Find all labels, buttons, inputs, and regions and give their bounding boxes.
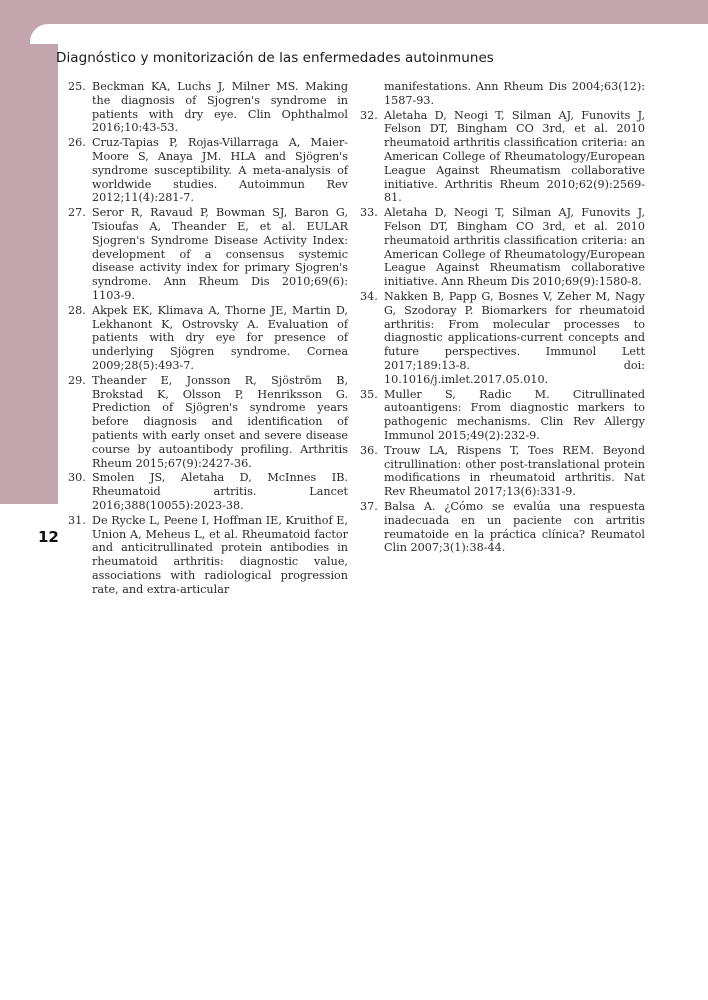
reference-item: 37. Balsa A. ¿Cómo se evalúa una respuesta inadecuada en un paciente con artritis reumatoide en la práctica clínica? Reumatol Clin 2007;3(1):38-44.: [360, 499, 645, 555]
reference-item: 26. Cruz-Tapias P, Rojas-Villarraga A, Maier-Moore S, Anaya JM. HLA and Sjögren's syndrome susceptibility. A meta-analysis of worldwide studies. Autoimmun Rev 2012;11(4):281-7.: [68, 136, 348, 205]
reference-item: 36. Trouw LA, Rispens T, Toes REM. Beyond citrullination: other post-translational protein modifications in rheumatoid arthritis. Nat Rev Rheumatol 2017;13(6):331-9.: [360, 443, 645, 499]
reference-item: 28. Akpek EK, Klimava A, Thorne JE, Martin D, Lekhanont K, Ostrovsky A. Evaluation of patients with dry eye for presence of underlying Sjögren syndrome. Cornea 2009;28(5):493-7.: [68, 303, 348, 372]
reference-item: 25. Beckman KA, Luchs J, Milner MS. Making the diagnosis of Sjogren's syndrome in patients with dry eye. Clin Ophthalmol 2016;10:43-53.: [68, 80, 348, 135]
reference-item-continued: manifestations. Ann Rheum Dis 2004;63(12): 1587-93.: [384, 80, 645, 107]
reference-item: 27. Seror R, Ravaud P, Bowman SJ, Baron G, Tsioufas A, Theander E, et al. EULAR Sjogren's Syndrome Disease Activity Index: development of a consensus systemic disease activity index for primary Sjogren's syndrome. Ann Rheum Dis 2010;69(6): 1103-9.: [68, 206, 348, 302]
page-number: 12: [38, 528, 59, 546]
reference-item: 29. Theander E, Jonsson R, Sjöström B, Brokstad K, Olsson P, Henriksson G. Prediction of Sjögren's syndrome years before diagnosis and identification of patients with early onset and severe disease course by autoantibody profiling. Arthritis Rheum 2015;67(9):2427-36.: [68, 373, 348, 470]
references-right-column: [360, 80, 645, 556]
side-accent-band: [0, 30, 58, 504]
reference-item: 34. Nakken B, Papp G, Bosnes V, Zeher M, Nagy G, Szodoray P. Biomarkers for rheumatoid arthritis: From molecular processes to diagnostic applications-current concepts and future perspectives. Immunol Lett 2017;189:13-8. doi: 10.1016/j.imlet.2017.05.010.: [360, 289, 645, 386]
reference-item: 32. Aletaha D, Neogi T, Silman AJ, Funovits J, Felson DT, Bingham CO 3rd, et al. 2010 rheumatoid arthritis classification criteria: an American College of Rheumatology/European League Against Rheumatism collaborative initiative. Arthritis Rheum 2010;62(9):2569-81.: [360, 108, 645, 205]
side-band-corner: [30, 44, 58, 64]
reference-item: 35. Muller S, Radic M. Citrullinated autoantigens: From diagnostic markers to pathogenic mechanisms. Clin Rev Allergy Immunol 2015;49(2):232-9.: [360, 387, 645, 442]
header-notch: [30, 24, 708, 44]
references-left-column: [68, 80, 348, 597]
reference-item: 31. De Rycke L, Peene I, Hoffman IE, Kruithof E, Union A, Meheus L, et al. Rheumatoid factor and anticitrullinated protein antibodies in rheumatoid arthritis: diagnostic value, associations with radiological progression rate, and extra-articular: [68, 513, 348, 596]
reference-item: 30. Smolen JS, Aletaha D, McInnes IB. Rheumatoid artritis. Lancet 2016;388(10055):2023-38.: [68, 471, 348, 512]
running-header-title: Diagnóstico y monitorización de las enfermedades autoinmunes: [56, 50, 494, 66]
reference-item: 33. Aletaha D, Neogi T, Silman AJ, Funovits J, Felson DT, Bingham CO 3rd, et al. 2010 rheumatoid arthritis classification criteria: an American College of Rheumatology/European League Against Rheumatism collaborative initiative. Ann Rheum Dis 2010;69(9):1580-8.: [360, 206, 645, 289]
